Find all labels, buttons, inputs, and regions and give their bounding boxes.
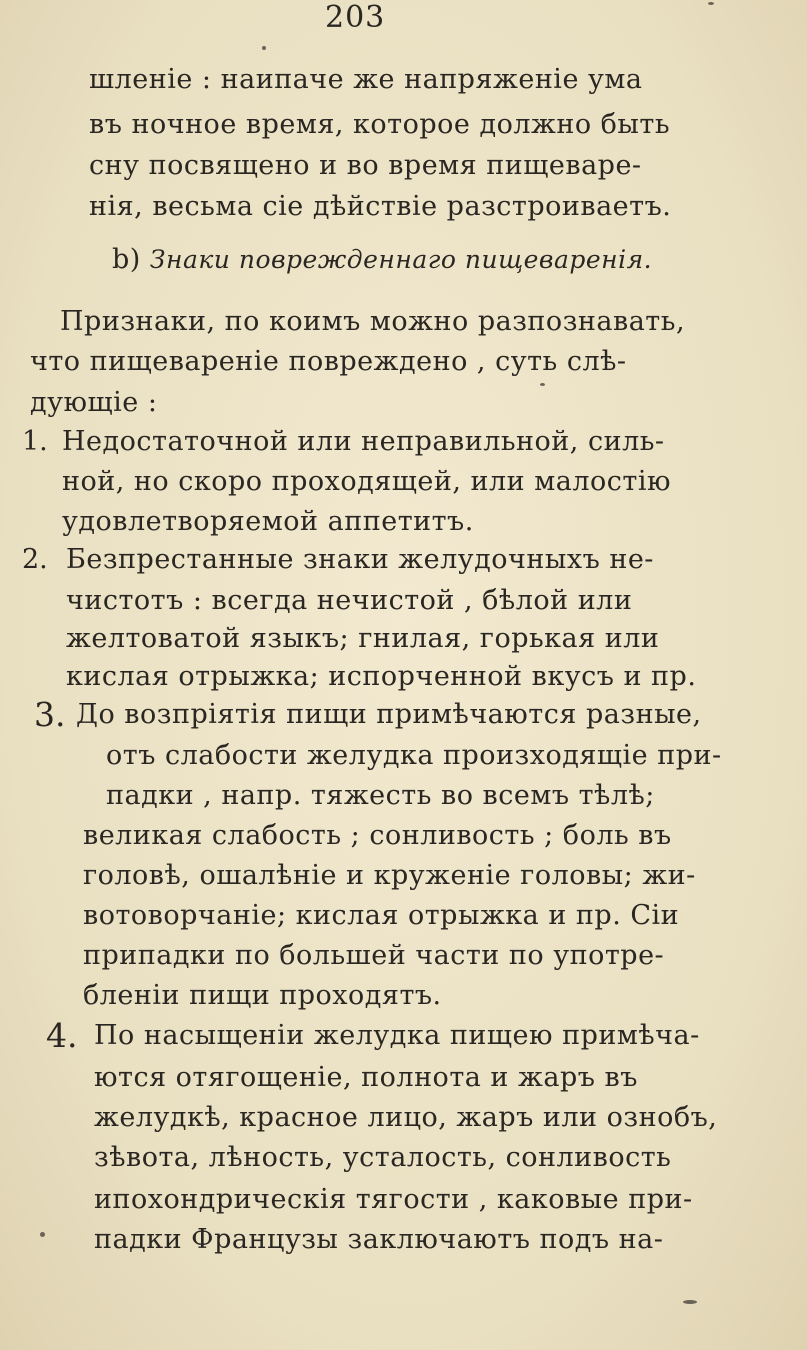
text-line: До возпріятія пищи примѣчаются разные, [76,699,702,730]
text-line: падки , напр. тяжесть во всемъ тѣлѣ; [106,780,655,811]
subheading-label: b) [112,244,141,275]
text-line: Безпрестанные знаки желудочныхъ не- [66,544,654,575]
subheading [112,240,652,280]
text-line: нія, весьма сіе дѣйствіе разстроиваетъ. [89,191,672,222]
text-line: ются отягощеніе, полнота и жаръ въ [94,1062,638,1093]
text-line: Признаки, по коимъ можно разпознавать, [60,306,686,337]
text-line: въ ночное время, которое должно быть [89,109,671,140]
paper-speck [40,1232,45,1237]
paper-speck [262,46,266,50]
text-line: чистотъ : всегда нечистой , бѣлой или [66,585,633,616]
list-number: 3. [34,695,66,734]
list-number: 2. [22,544,48,575]
text-line: По насыщеніи желудка пищею примѣча- [94,1020,700,1051]
paper-speck [683,1300,697,1304]
text-line: великая слабость ; сонливость ; боль въ [83,820,672,851]
text-line: вотоворчаніе; кислая отрыжка и пр. Сіи [83,900,680,931]
text-line: дующіе : [30,387,158,418]
text-line: головѣ, ошалѣніе и круженіе головы; жи- [83,860,696,891]
text-line: Недостаточной или неправильной, силь- [62,426,665,457]
text-line: удовлетворяемой аппетитъ. [62,506,474,537]
text-line: шленіе : наипаче же напряженіе ума [89,64,643,95]
subheading-title: Знаки поврежденнаго пищеваренія. [149,245,653,274]
text-line: ипохондрическія тягости , каковые при- [94,1184,693,1215]
text-line: бленіи пищи проходятъ. [83,980,442,1011]
list-number: 1. [22,426,48,457]
text-line: желудкѣ, красное лицо, жаръ или ознобъ, [94,1102,718,1133]
text-line: что пищевареніе повреждено , суть слѣ- [30,346,627,377]
text-line: падки Французы заключаютъ подъ на- [94,1224,664,1255]
text-line: ной, но скоро проходящей, или малостію [62,466,671,497]
paper-speck [540,383,545,386]
page-number: 203 [325,0,386,35]
text-line: кислая отрыжка; испорченной вкусъ и пр. [66,661,697,692]
text-line: сну посвящено и во время пищеваре- [89,150,642,181]
text-line: отъ слабости желудка произходящіе при- [106,740,722,771]
text-line: припадки по большей части по употре- [83,940,665,971]
paper-speck [708,2,714,5]
list-number: 4. [46,1016,78,1055]
text-line: желтоватой языкъ; гнилая, горькая или [66,623,660,654]
text-line: зѣвота, лѣность, усталость, сонливость [94,1142,672,1173]
